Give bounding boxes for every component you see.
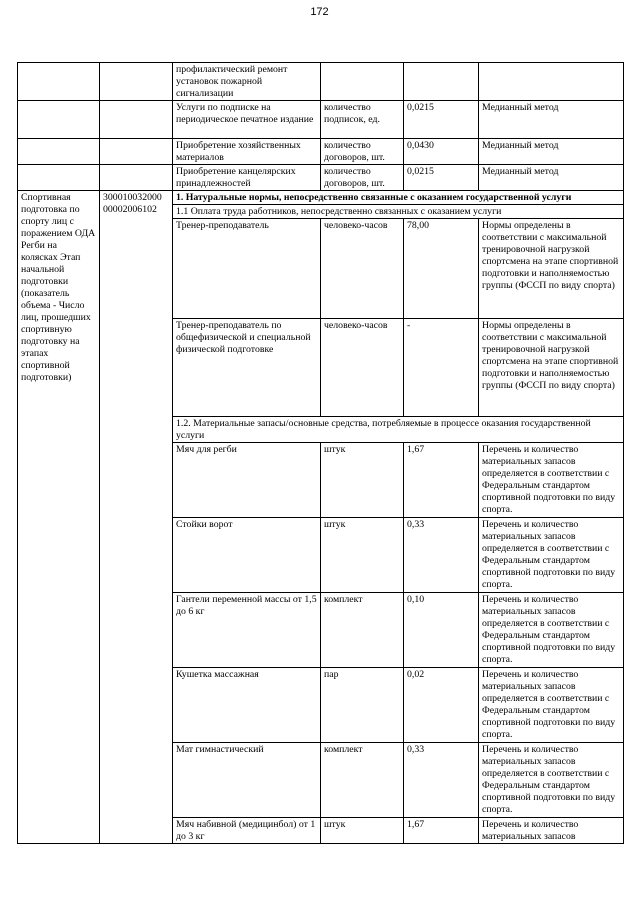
item-value-cell: 78,00	[404, 219, 479, 319]
item-value-cell: 0,0430	[404, 139, 479, 165]
item-name-cell: Гантели переменной массы от 1,5 до 6 кг	[173, 593, 321, 668]
table-row	[18, 165, 624, 191]
item-note-cell: Перечень и количество материальных запасов определяется в соответствии с Федеральным стандартом спортивной подготовки по виду спорта.	[479, 518, 624, 593]
item-value-cell: 0,33	[404, 518, 479, 593]
item-name-cell: Приобретение хозяйственных материалов	[173, 139, 321, 165]
item-value-cell: 1,67	[404, 443, 479, 518]
item-note-cell: Перечень и количество материальных запасов	[479, 818, 624, 844]
item-note-cell: Перечень и количество материальных запасов определяется в соответствии с Федеральным стандартом спортивной подготовки по виду спорта.	[479, 743, 624, 818]
item-unit-cell: количество договоров, шт.	[321, 139, 404, 165]
item-value-cell: -	[404, 319, 479, 417]
table-row	[18, 139, 624, 165]
item-name-cell: Мяч набивной (медицинбол) от 1 до 3 кг	[173, 818, 321, 844]
item-unit-cell	[321, 63, 404, 101]
table-row	[18, 63, 624, 101]
item-unit-cell: штук	[321, 818, 404, 844]
item-value-cell: 0,0215	[404, 101, 479, 139]
item-name-cell: Приобретение канцелярских принадлежностей	[173, 165, 321, 191]
item-unit-cell: количество договоров, шт.	[321, 165, 404, 191]
empty-cell	[100, 165, 173, 191]
subsection-title: 1.2. Материальные запасы/основные средства, потребляемые в процессе оказания государственной услуги	[173, 417, 624, 443]
empty-cell	[18, 63, 100, 101]
item-name-cell: Услуги по подписке на периодическое печатное издание	[173, 101, 321, 139]
item-value-cell	[404, 63, 479, 101]
page-number: 172	[310, 6, 329, 18]
service-code-cell: 300010032000 00002006102	[100, 191, 173, 844]
item-note-cell: Перечень и количество материальных запасов определяется в соответствии с Федеральным стандартом спортивной подготовки по виду спорта.	[479, 593, 624, 668]
norms-table-body	[18, 63, 624, 844]
subsection-title: 1.1 Оплата труда работников, непосредственно связанных с оказанием услуги	[173, 205, 624, 219]
item-method-cell: Медианный метод	[479, 139, 624, 165]
section-title: 1. Натуральные нормы, непосредственно связанные с оказанием государственной услуги	[173, 191, 624, 205]
item-unit-cell: штук	[321, 518, 404, 593]
item-note-cell: Перечень и количество материальных запасов определяется в соответствии с Федеральным стандартом спортивной подготовки по виду спорта.	[479, 443, 624, 518]
item-name-cell: Тренер-преподаватель	[173, 219, 321, 319]
item-name-cell: Кушетка массажная	[173, 668, 321, 743]
item-name-cell: профилактический ремонт установок пожарной сигнализации	[173, 63, 321, 101]
item-value-cell: 0,33	[404, 743, 479, 818]
item-name-cell: Мат гимнастический	[173, 743, 321, 818]
norms-table	[17, 62, 624, 844]
service-name-cell: Спортивная подготовка по спорту лиц с поражением ОДА Регби на колясках Этап начальной подготовки (показатель объема - Число лиц, прошедших спортивную подготовку на этапах спортивной подготовки)	[18, 191, 100, 844]
empty-cell	[100, 63, 173, 101]
empty-cell	[100, 101, 173, 139]
item-unit-cell: штук	[321, 443, 404, 518]
item-unit-cell: количество подписок, ед.	[321, 101, 404, 139]
empty-cell	[18, 101, 100, 139]
empty-cell	[18, 165, 100, 191]
empty-cell	[18, 139, 100, 165]
table-row	[18, 191, 624, 205]
item-value-cell: 0,10	[404, 593, 479, 668]
item-unit-cell: комплект	[321, 743, 404, 818]
item-unit-cell: человеко-часов	[321, 219, 404, 319]
item-method-cell: Медианный метод	[479, 101, 624, 139]
table-row	[18, 101, 624, 139]
item-value-cell: 0,0215	[404, 165, 479, 191]
item-unit-cell: пар	[321, 668, 404, 743]
item-name-cell: Стойки ворот	[173, 518, 321, 593]
item-value-cell: 1,67	[404, 818, 479, 844]
item-note-cell: Нормы определены в соответствии с максимальной тренировочной нагрузкой спортсмена на этапе спортивной подготовки и наполняемостью группы (ФССП по виду спорта)	[479, 219, 624, 319]
empty-cell	[100, 139, 173, 165]
item-value-cell: 0,02	[404, 668, 479, 743]
item-unit-cell: человеко-часов	[321, 319, 404, 417]
item-name-cell: Мяч для регби	[173, 443, 321, 518]
item-name-cell: Тренер-преподаватель по общефизической и специальной физической подготовке	[173, 319, 321, 417]
item-note-cell: Перечень и количество материальных запасов определяется в соответствии с Федеральным стандартом спортивной подготовки по виду спорта.	[479, 668, 624, 743]
item-unit-cell: комплект	[321, 593, 404, 668]
item-method-cell	[479, 63, 624, 101]
item-method-cell: Медианный метод	[479, 165, 624, 191]
item-note-cell: Нормы определены в соответствии с максимальной тренировочной нагрузкой спортсмена на этапе спортивной подготовки и наполняемостью группы (ФССП по виду спорта)	[479, 319, 624, 417]
